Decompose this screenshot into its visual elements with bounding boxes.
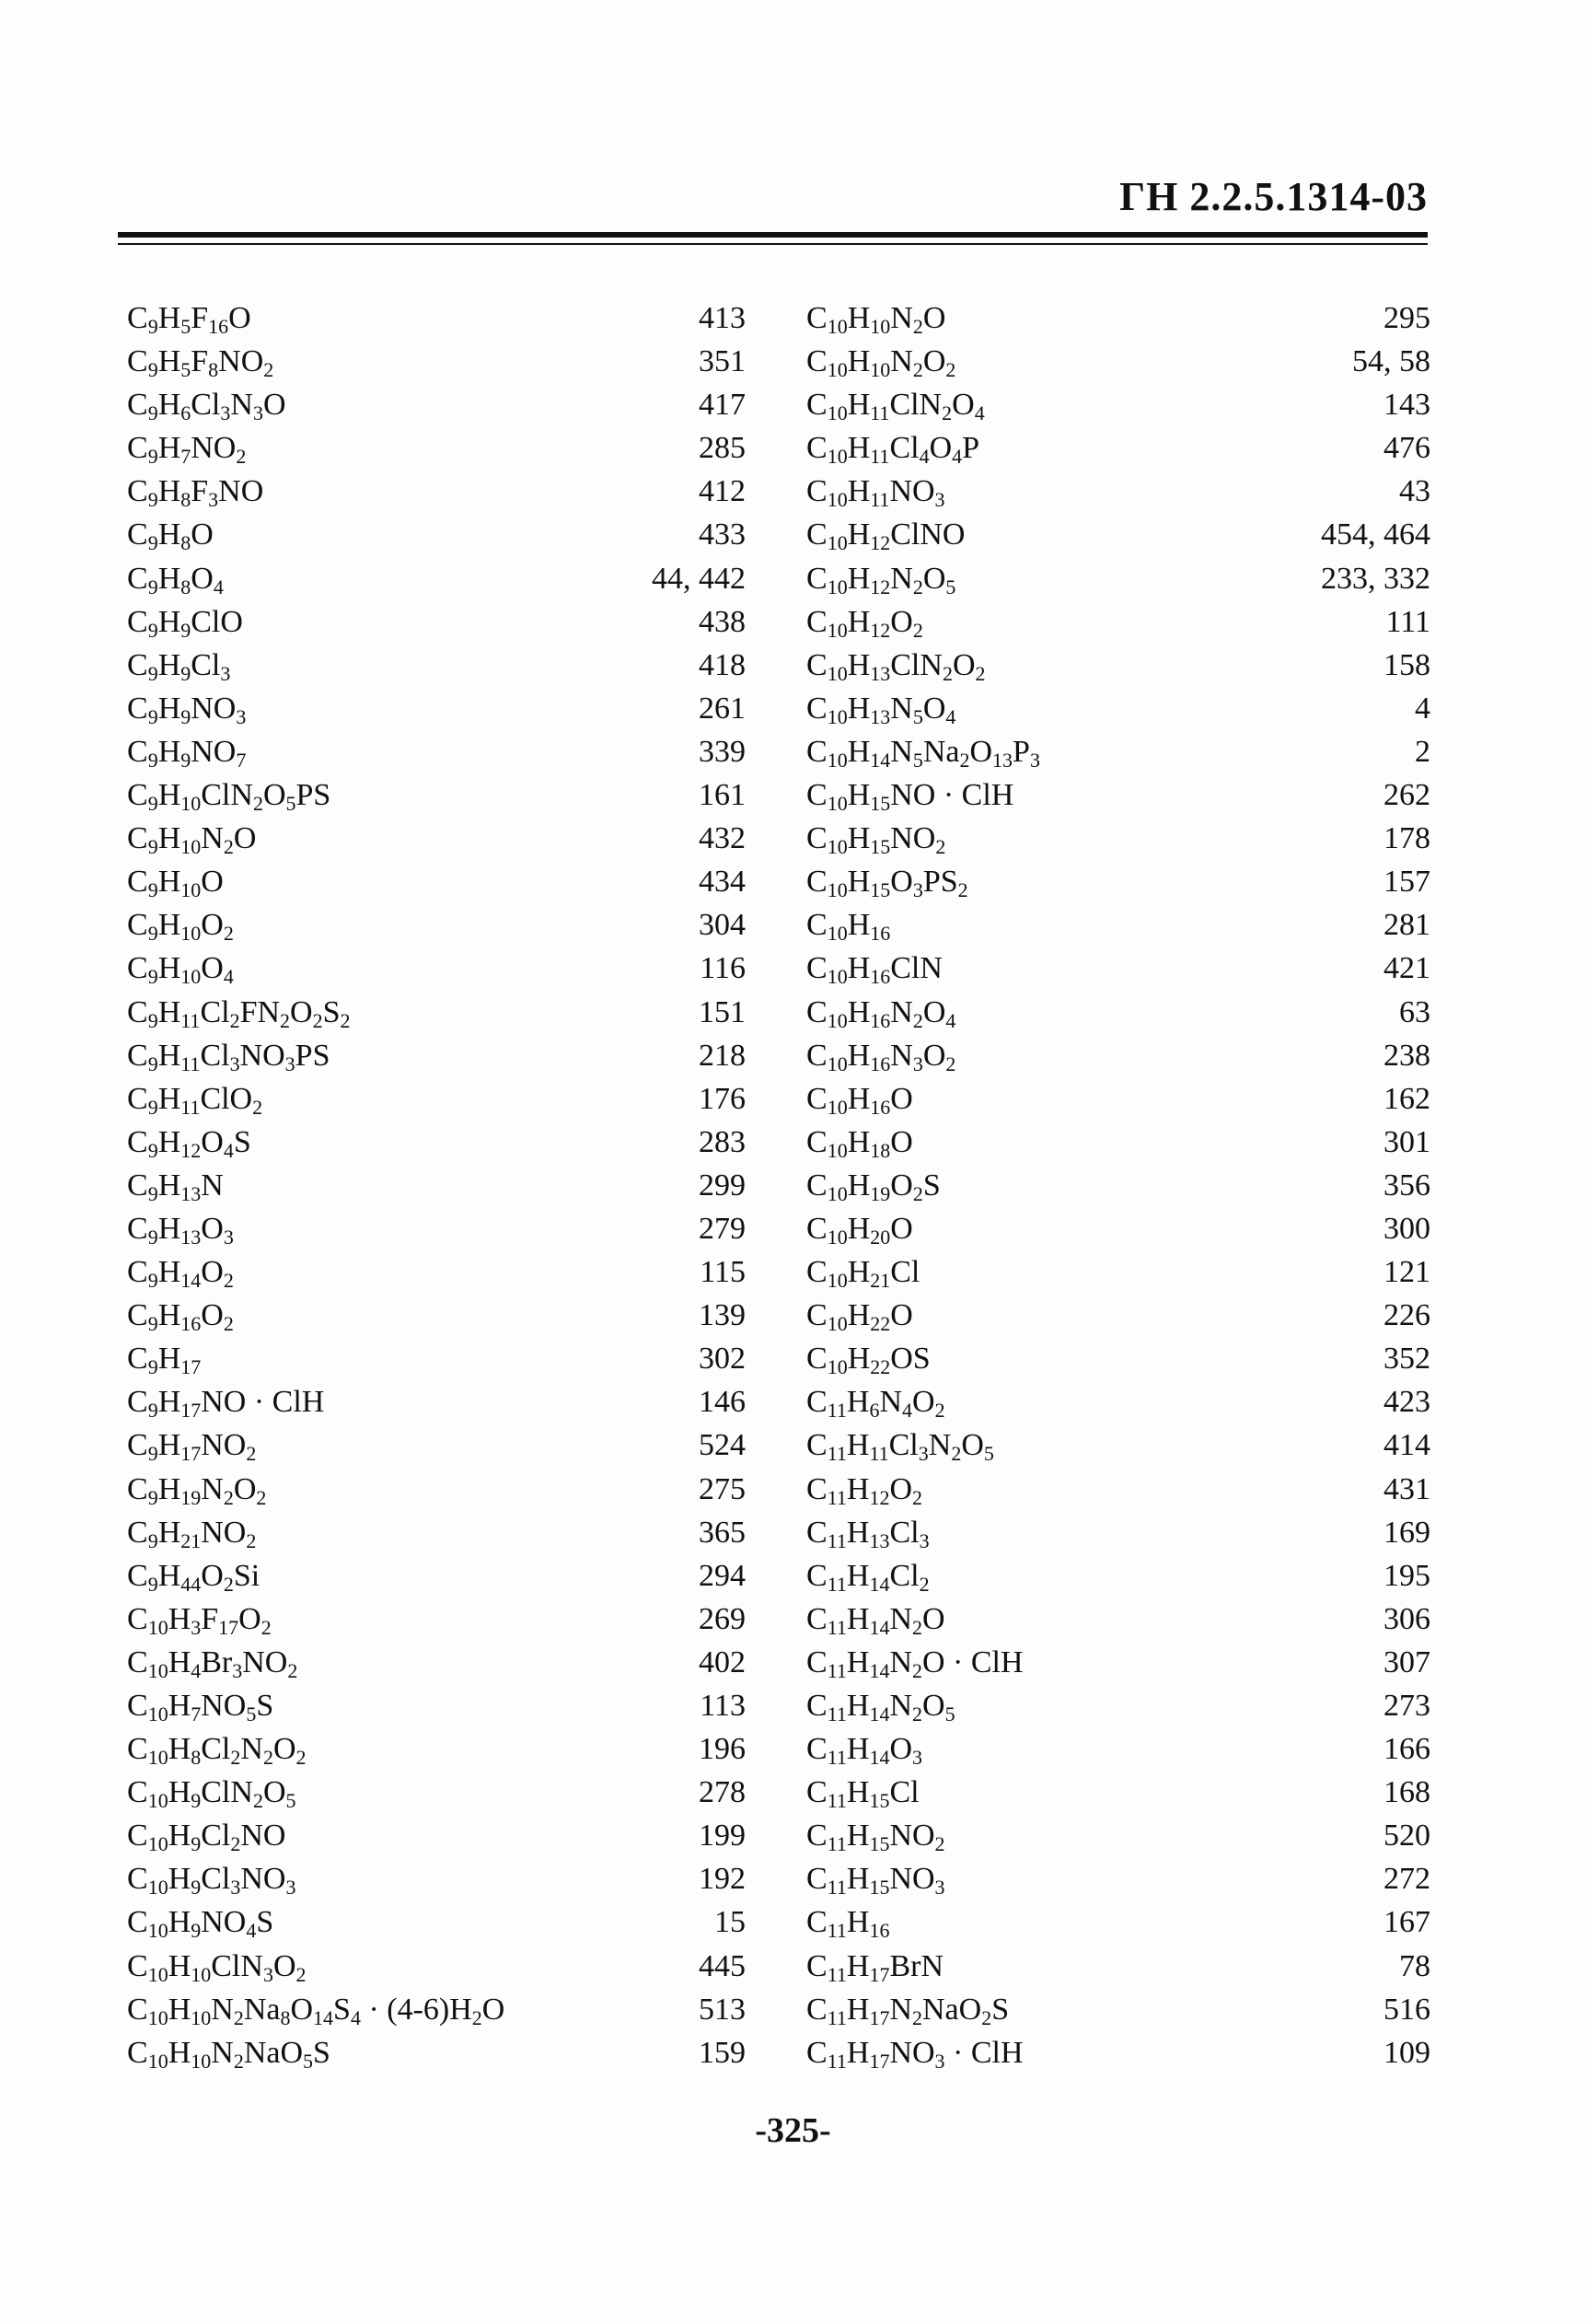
page-reference: 306 <box>1383 1601 1430 1636</box>
formula: $C_{10}H_{22}O$ <box>806 1298 913 1336</box>
page-reference: 365 <box>699 1515 746 1550</box>
page-reference: 151 <box>699 994 746 1029</box>
page-reference: 352 <box>1383 1342 1430 1377</box>
formula: $C_{10}H_{15}O_3PS_2$ <box>806 865 968 902</box>
index-entry <box>806 600 1430 644</box>
formula: $C_{10}H_{16}$ <box>806 908 891 946</box>
formula: $C_9H_{10}O_4$ <box>127 951 234 989</box>
formula: $C_{11}H_{14}O_3$ <box>806 1732 922 1770</box>
page-reference: 351 <box>699 344 746 379</box>
formula: $C_{10}H_{21}Cl$ <box>806 1255 920 1293</box>
formula: $C_{10}H_8Cl_2N_2O_2$ <box>127 1732 307 1770</box>
index-entry <box>127 1945 746 1988</box>
formula: $C_9H_5F_8NO_2$ <box>127 344 274 382</box>
formula: $C_{10}H_{13}ClN_2O_2$ <box>806 647 986 685</box>
index-entry <box>806 1250 1430 1294</box>
index-entry <box>806 340 1430 383</box>
formula: $C_9H_{10}N_2O$ <box>127 821 257 859</box>
formula: $C_{11}H_{13}Cl_3$ <box>806 1515 930 1552</box>
page-reference: 167 <box>1383 1905 1430 1940</box>
formula: $C_{10}H_7NO_5S$ <box>127 1689 274 1726</box>
formula: $C_{10}H_9Cl_3NO_3$ <box>127 1862 296 1900</box>
page-reference: 520 <box>1383 1819 1430 1853</box>
formula: $C_{10}H_{16}O$ <box>806 1081 913 1119</box>
index-entry <box>806 1468 1430 1511</box>
header-rule <box>118 232 1428 238</box>
index-entry <box>127 1857 746 1900</box>
index-entry <box>806 947 1430 990</box>
index-entry <box>806 644 1430 687</box>
formula: $C_{11}H_{14}N_2O$ · ClH <box>806 1644 1024 1682</box>
page-reference: 158 <box>1383 647 1430 682</box>
index-entry <box>127 470 746 513</box>
page-reference: 413 <box>699 301 746 335</box>
formula: $C_{10}H_9ClN_2O_5$ <box>127 1775 296 1813</box>
page-reference: 169 <box>1383 1515 1430 1550</box>
page-reference: 516 <box>1383 1992 1430 2027</box>
formula: $C_9H_{10}O_2$ <box>127 908 234 946</box>
formula: $C_{11}H_{16}$ <box>806 1905 890 1943</box>
page-reference: 299 <box>699 1168 746 1203</box>
page-reference: 238 <box>1383 1038 1430 1073</box>
page-reference: 302 <box>699 1342 746 1377</box>
page-reference: 218 <box>699 1038 746 1073</box>
formula: $C_{10}H_{15}NO$ · ClH <box>806 778 1014 816</box>
index-entry <box>127 1423 746 1467</box>
index-entry <box>806 1121 1430 1164</box>
formula: $C_{10}H_{11}NO_3$ <box>806 474 945 512</box>
index-entry <box>806 426 1430 470</box>
formula: $C_9H_{17}NO_2$ <box>127 1428 257 1466</box>
index-entry <box>127 2031 746 2074</box>
index-entry <box>127 1511 746 1554</box>
formula: $C_{10}H_{12}ClNO$ <box>806 517 966 555</box>
document-code: ГН 2.2.5.1314-03 <box>1119 174 1428 219</box>
formula: $C_9H_8O$ <box>127 517 214 555</box>
index-column-left <box>127 296 746 2074</box>
page-number: -325- <box>755 2111 831 2150</box>
page-reference: 157 <box>1383 865 1430 900</box>
formula: $C_{11}H_{15}NO_2$ <box>806 1819 945 1856</box>
formula: $C_{11}H_{15}NO_3$ <box>806 1862 945 1900</box>
index-entry <box>127 1294 746 1337</box>
index-entry <box>127 1554 746 1598</box>
formula: $C_9H_{12}O_4S$ <box>127 1124 251 1162</box>
formula: $C_9H_{14}O_2$ <box>127 1255 234 1293</box>
formula: $C_{10}H_9NO_4S$ <box>127 1905 274 1943</box>
page-reference: 438 <box>699 604 746 639</box>
index-entry <box>806 1945 1430 1988</box>
index-entry <box>806 860 1430 903</box>
formula: $C_{11}H_{14}N_2O$ <box>806 1601 945 1639</box>
page-reference: 113 <box>700 1689 746 1723</box>
page-reference: 423 <box>1383 1385 1430 1420</box>
formula: $C_9H_{17}NO$ · ClH <box>127 1385 325 1423</box>
formula: $C_9H_5F_{16}O$ <box>127 301 251 338</box>
formula: $C_{10}H_{12}N_2O_5$ <box>806 561 956 598</box>
formula: $C_9H_{13}N$ <box>127 1168 224 1205</box>
page-reference: 192 <box>699 1862 746 1897</box>
index-entry <box>806 1207 1430 1250</box>
page-reference: 109 <box>1383 2035 1430 2070</box>
page-reference: 285 <box>699 431 746 466</box>
page-reference: 279 <box>699 1211 746 1246</box>
formula: $C_9H_{11}Cl_2FN_2O_2S_2$ <box>127 994 351 1032</box>
index-entry <box>127 1034 746 1077</box>
page-reference: 121 <box>1383 1255 1430 1290</box>
page-reference: 44, 442 <box>652 561 746 596</box>
index-entry <box>806 1034 1430 1077</box>
page-reference: 412 <box>699 474 746 509</box>
page-reference: 445 <box>699 1948 746 1983</box>
page-reference: 176 <box>699 1081 746 1116</box>
formula: $C_{10}H_{22}OS$ <box>806 1342 931 1379</box>
index-entry <box>806 470 1430 513</box>
page-reference: 294 <box>699 1558 746 1593</box>
page-reference: 4 <box>1415 691 1430 726</box>
page-reference: 168 <box>1383 1775 1430 1810</box>
page-reference: 417 <box>699 388 746 423</box>
formula: $C_9H_9NO_3$ <box>127 691 247 728</box>
page-reference: 272 <box>1383 1862 1430 1897</box>
index-entry <box>127 340 746 383</box>
formula: $C_9H_9NO_7$ <box>127 734 247 772</box>
index-entry <box>806 557 1430 600</box>
index-entry <box>127 1900 746 1944</box>
formula: $C_9H_8F_3NO$ <box>127 474 264 512</box>
index-entry <box>127 817 746 860</box>
index-entry <box>127 1380 746 1423</box>
page-reference: 513 <box>699 1992 746 2027</box>
index-entry <box>127 860 746 903</box>
formula: $C_9H_7NO_2$ <box>127 431 247 469</box>
page-reference: 339 <box>699 734 746 769</box>
page-reference: 262 <box>1383 778 1430 813</box>
index-entry <box>806 817 1430 860</box>
formula: $C_{10}H_{12}O_2$ <box>806 604 923 642</box>
formula: $C_{11}H_{17}N_2NaO_2S$ <box>806 1992 1010 2029</box>
index-entry <box>806 1727 1430 1771</box>
formula: $C_{10}H_9Cl_2NO$ <box>127 1819 286 1856</box>
index-entry <box>806 1684 1430 1727</box>
page-reference: 295 <box>1383 301 1430 335</box>
formula: $C_9H_{11}Cl_3NO_3PS$ <box>127 1038 330 1075</box>
formula: $C_{10}H_{16}ClN$ <box>806 951 943 989</box>
index-entry <box>806 513 1430 556</box>
formula: $C_9H_{17}$ <box>127 1342 202 1379</box>
page-reference: 524 <box>699 1428 746 1463</box>
formula: $C_{10}H_4Br_3NO_2$ <box>127 1644 298 1682</box>
index-entry <box>806 991 1430 1034</box>
formula: $C_{10}H_{10}N_2O_2$ <box>806 344 956 382</box>
page-reference: 15 <box>714 1905 746 1940</box>
formula: $C_9H_8O_4$ <box>127 561 224 598</box>
page-reference: 54, 58 <box>1352 344 1430 379</box>
page-reference: 195 <box>1383 1558 1430 1593</box>
page-reference: 196 <box>699 1732 746 1767</box>
page-reference: 159 <box>699 2035 746 2070</box>
index-entry <box>806 1554 1430 1598</box>
page-reference: 273 <box>1383 1689 1430 1723</box>
formula: $C_{11}H_{17}NO_3$ · ClH <box>806 2035 1024 2073</box>
formula: $C_{10}H_{10}N_2Na_8O_{14}S_4 \cdot (4-6)H_2O$ <box>127 1992 505 2029</box>
page-reference: 433 <box>699 517 746 552</box>
index-entry <box>806 1337 1430 1380</box>
page-reference: 454, 464 <box>1321 517 1430 552</box>
index-entry <box>127 1077 746 1121</box>
index-entry <box>806 773 1430 817</box>
index-entry <box>806 1771 1430 1814</box>
page-reference: 161 <box>699 778 746 813</box>
page-reference: 226 <box>1383 1298 1430 1333</box>
index-entry <box>127 1337 746 1380</box>
formula: $C_{11}H_{11}Cl_3N_2O_5$ <box>806 1428 994 1466</box>
formula: $C_{10}H_{16}N_3O_2$ <box>806 1038 956 1075</box>
index-entry <box>127 296 746 340</box>
index-entry <box>806 1164 1430 1207</box>
index-entry <box>127 991 746 1034</box>
formula: $C_9H_{44}O_2Si$ <box>127 1558 260 1596</box>
page-reference: 402 <box>699 1644 746 1679</box>
index-entry <box>127 1207 746 1250</box>
index-entry <box>127 600 746 644</box>
page-reference: 2 <box>1415 734 1430 769</box>
index-entry <box>806 1077 1430 1121</box>
page-reference: 432 <box>699 821 746 856</box>
page-reference: 301 <box>1383 1124 1430 1159</box>
index-entry <box>127 1121 746 1164</box>
index-entry <box>127 1250 746 1294</box>
index-entry <box>127 1598 746 1641</box>
page-reference: 233, 332 <box>1321 561 1430 596</box>
index-entry <box>127 1641 746 1684</box>
formula: $C_{11}H_{12}O_2$ <box>806 1471 922 1509</box>
index-entry <box>127 1771 746 1814</box>
page-reference: 281 <box>1383 908 1430 943</box>
formula: $C_9H_{10}O$ <box>127 865 224 902</box>
formula: $C_9H_6Cl_3N_3O$ <box>127 388 286 425</box>
index-entry <box>127 557 746 600</box>
index-entry <box>806 1380 1430 1423</box>
index-entry <box>806 1598 1430 1641</box>
page-reference: 307 <box>1383 1644 1430 1679</box>
formula: $C_{10}H_{11}ClN_2O_4$ <box>806 388 985 425</box>
index-entry <box>127 903 746 947</box>
page-reference: 162 <box>1383 1081 1430 1116</box>
index-entry <box>806 1900 1430 1944</box>
index-entry <box>127 383 746 426</box>
index-entry <box>806 1294 1430 1337</box>
index-entry <box>806 1857 1430 1900</box>
page-reference: 116 <box>700 951 746 986</box>
formula: $C_{10}H_{10}ClN_3O_2$ <box>127 1948 307 1986</box>
index-entry <box>127 773 746 817</box>
page-reference: 199 <box>699 1819 746 1853</box>
formula: $C_{10}H_3F_{17}O_2$ <box>127 1601 272 1639</box>
formula: $C_{10}H_{20}O$ <box>806 1211 913 1249</box>
index-entry <box>127 1468 746 1511</box>
page-reference: 178 <box>1383 821 1430 856</box>
formula: $C_9H_{13}O_3$ <box>127 1211 234 1249</box>
formula: $C_9H_9ClO$ <box>127 604 243 642</box>
page-reference: 356 <box>1383 1168 1430 1203</box>
page-reference: 78 <box>1399 1948 1430 1983</box>
page-reference: 300 <box>1383 1211 1430 1246</box>
index-entry <box>806 903 1430 947</box>
index-column-right <box>806 296 1430 2074</box>
index-entry <box>806 730 1430 773</box>
page-reference: 111 <box>1385 604 1430 639</box>
formula: $C_9H_{19}N_2O_2$ <box>127 1471 267 1509</box>
formula: $C_{11}H_{14}Cl_2$ <box>806 1558 930 1596</box>
index-entry <box>127 513 746 556</box>
index-entry <box>806 296 1430 340</box>
index-entry <box>127 1727 746 1771</box>
page-reference: 476 <box>1383 431 1430 466</box>
formula: $C_{10}H_{19}O_2S$ <box>806 1168 941 1205</box>
index-entry <box>127 426 746 470</box>
page-reference: 418 <box>699 647 746 682</box>
page-reference: 166 <box>1383 1732 1430 1767</box>
page-reference: 63 <box>1399 994 1430 1029</box>
formula: $C_{10}H_{14}N_5Na_2O_{13}P_3$ <box>806 734 1040 772</box>
index-entry <box>127 687 746 730</box>
page-reference: 269 <box>699 1601 746 1636</box>
formula: $C_{11}H_{15}Cl$ <box>806 1775 920 1813</box>
index-entry <box>806 1814 1430 1857</box>
formula: $C_9H_9Cl_3$ <box>127 647 231 685</box>
page-reference: 283 <box>699 1124 746 1159</box>
index-entry <box>806 687 1430 730</box>
formula: $C_{11}H_{17}BrN$ <box>806 1948 943 1986</box>
formula: $C_{10}H_{15}NO_2$ <box>806 821 946 859</box>
page-reference: 275 <box>699 1471 746 1506</box>
index-entry <box>806 1988 1430 2031</box>
formula: $C_{10}H_{13}N_5O_4$ <box>806 691 956 728</box>
index-entry <box>127 644 746 687</box>
formula: $C_{11}H_6N_4O_2$ <box>806 1385 945 1423</box>
formula: $C_9H_{11}ClO_2$ <box>127 1081 263 1119</box>
index-entry <box>127 947 746 990</box>
formula: $C_{10}H_{10}N_2O$ <box>806 301 946 338</box>
page-reference: 261 <box>699 691 746 726</box>
page-reference: 115 <box>700 1255 746 1290</box>
index-entry <box>806 2031 1430 2074</box>
page-reference: 43 <box>1399 474 1430 509</box>
index-entry <box>806 383 1430 426</box>
page-reference: 431 <box>1383 1471 1430 1506</box>
page-reference: 434 <box>699 865 746 900</box>
formula: $C_{10}H_{18}O$ <box>806 1124 913 1162</box>
formula: $C_9H_{10}ClN_2O_5PS$ <box>127 778 331 816</box>
header-rule-thin <box>118 243 1428 245</box>
index-entry <box>127 1988 746 2031</box>
formula: $C_{10}H_{11}Cl_4O_4P$ <box>806 431 980 469</box>
formula: $C_{10}H_{16}N_2O_4$ <box>806 994 956 1032</box>
formula: $C_{11}H_{14}N_2O_5$ <box>806 1689 955 1726</box>
index-entry <box>127 1814 746 1857</box>
formula: $C_{10}H_{10}N_2NaO_5S$ <box>127 2035 330 2073</box>
page-reference: 421 <box>1383 951 1430 986</box>
page-reference: 146 <box>699 1385 746 1420</box>
page-reference: 414 <box>1383 1428 1430 1463</box>
formula: $C_9H_{21}NO_2$ <box>127 1515 257 1552</box>
formula: $C_9H_{16}O_2$ <box>127 1298 234 1336</box>
index-entry <box>127 1164 746 1207</box>
page-reference: 304 <box>699 908 746 943</box>
page-reference: 139 <box>699 1298 746 1333</box>
index-entry <box>806 1641 1430 1684</box>
index-entry <box>806 1423 1430 1467</box>
page-reference: 143 <box>1383 388 1430 423</box>
index-entry <box>806 1511 1430 1554</box>
page-reference: 278 <box>699 1775 746 1810</box>
index-entry <box>127 730 746 773</box>
index-entry <box>127 1684 746 1727</box>
